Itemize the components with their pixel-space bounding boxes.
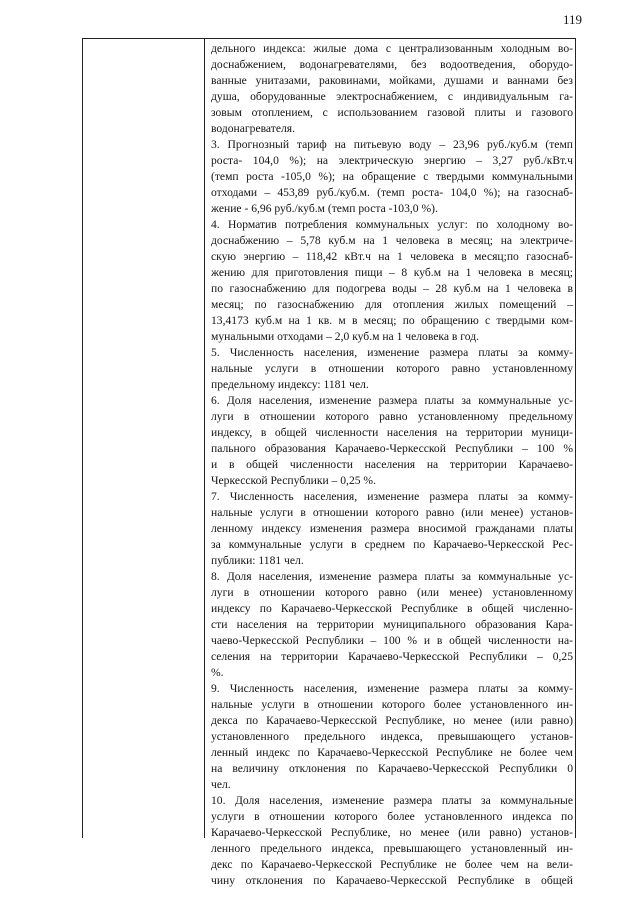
text-line: услуги в отношении которого более установленного индекса по xyxy=(211,810,573,823)
text-line: установленного предельного индекса, превышающего установ- xyxy=(211,730,573,743)
text-line: декс по Карачаево-Черкесской Республике не более чем на вели- xyxy=(211,858,573,871)
text-line: нальные услуги в отношении которого более установленного ин- xyxy=(211,698,573,711)
text-line: индексу, в общей численности населения на территории муници- xyxy=(211,426,573,439)
text-line: ленный индекс по Карачаево-Черкесской Республике не более чем xyxy=(211,746,573,759)
text-line: луги в отношении которого равно (или менее) установленному xyxy=(211,586,573,599)
text-line: роста- 104,0 %); на электрическую энергию – 3,27 руб./кВт.ч xyxy=(211,154,573,167)
text-line: 13,4173 куб.м на 1 кв. м в месяц; по обращению с твердыми ком- xyxy=(211,314,573,327)
text-line: 10. Доля населения, изменение размера платы за коммунальные xyxy=(211,794,573,807)
text-line: 7. Численность населения, изменение размера платы за комму- xyxy=(211,490,573,503)
text-line: ленного предельного индекса, превышающего установленный ин- xyxy=(211,842,573,855)
text-line: индексу по Карачаево-Черкесской Республике в общей численно- xyxy=(211,602,573,615)
text-line: Черкесской Республики – 0,25 %. xyxy=(211,474,376,487)
text-line: чину отклонения по Карачаево-Черкесской Республике в общей xyxy=(211,874,573,887)
text-line: жению для приготовления пищи – 8 куб.м на 1 человека в месяц; xyxy=(211,266,573,279)
text-line: мунальными отходами – 2,0 куб.м на 1 человека в год. xyxy=(211,330,479,343)
text-line: месяц; по газоснабжению для отопления жилых помещений – xyxy=(211,298,573,311)
text-line: и в общей численности населения на территории Карачаево- xyxy=(211,458,573,471)
text-line: водонагревателя. xyxy=(211,122,295,135)
text-line: жение - 6,96 руб./куб.м (темп роста -103,0 %). xyxy=(211,202,438,215)
text-line: чаево-Черкесской Республики – 100 % и в общей численности на- xyxy=(211,634,573,647)
text-line: (темп роста -105,0 %); на обращение с твердыми коммунальными xyxy=(211,170,573,183)
table-left-column xyxy=(83,39,205,838)
text-line: ванные унитазами, раковинами, мойками, душами и ваннами без xyxy=(211,74,573,87)
text-line: доснабжению – 5,78 куб.м на 1 человека в месяц; на электриче- xyxy=(211,234,573,247)
text-line: публики: 1181 чел. xyxy=(211,554,304,567)
text-line: по газоснабжению для подогрева воды – 28 куб.м на 1 человека в xyxy=(211,282,573,295)
text-line: 8. Доля населения, изменение размера платы за коммунальные ус- xyxy=(211,570,573,583)
page-number: 119 xyxy=(562,12,582,27)
text-line: чел. xyxy=(211,778,231,791)
text-line: нальные услуги в отношении которого равно (или менее) установ- xyxy=(211,506,573,519)
text-line: %. xyxy=(211,666,224,679)
text-line: 3. Прогнозный тариф на питьевую воду – 23,96 руб./куб.м (темп xyxy=(211,138,573,151)
text-line: доснабжением, водонагревателями, без водоотведения, оборудо- xyxy=(211,58,573,71)
text-line: зовым отоплением, с использованием газовой плиты и газового xyxy=(211,106,573,119)
text-line: предельному индексу: 1181 чел. xyxy=(211,378,369,391)
text-line: пального образования Карачаево-Черкесской Республики – 100 % xyxy=(211,442,573,455)
text-line: на величину отклонения по Карачаево-Черкесской Республики 0 xyxy=(211,762,573,775)
text-line: ленному индексу изменения размера вносимой гражданами платы xyxy=(211,522,573,535)
text-line: селения на территории Карачаево-Черкесской Республики – 0,25 xyxy=(211,650,573,663)
table-right-column xyxy=(205,39,575,887)
text-line: душа, оборудованные электроснабжением, с индивидуальным га- xyxy=(211,90,573,103)
text-line: за коммунальные услуги в среднем по Карачаево-Черкесской Рес- xyxy=(211,538,573,551)
text-line: 4. Норматив потребления коммунальных услуг: по холодному во- xyxy=(211,218,573,231)
text-line: дельного индекса: жилые дома с централизованным холодным во- xyxy=(211,42,573,55)
text-line: скую энергию – 118,42 кВт.ч на 1 человека в месяц;по газоснаб- xyxy=(211,250,573,263)
text-line: луги в отношении которого равно установленному предельному xyxy=(211,410,573,423)
text-line: 6. Доля населения, изменение размера платы за коммунальные ус- xyxy=(211,394,573,407)
document-table xyxy=(82,38,576,887)
text-line: отходами – 453,89 руб./куб.м. (темп роста- 104,0 %); на газоснаб- xyxy=(211,186,573,199)
text-line: Карачаево-Черкесской Республике, но менее (или равно) установ- xyxy=(211,826,573,839)
text-line: 9. Численность населения, изменение размера платы за комму- xyxy=(211,682,573,695)
text-line: сти населения на территории муниципального образования Кара- xyxy=(211,618,573,631)
text-line: 5. Численность населения, изменение размера платы за комму- xyxy=(211,346,573,359)
text-line: нальные услуги в отношении которого равно установленному xyxy=(211,362,573,375)
text-line: декса по Карачаево-Черкесской Республике, но менее (или равно) xyxy=(211,714,573,727)
